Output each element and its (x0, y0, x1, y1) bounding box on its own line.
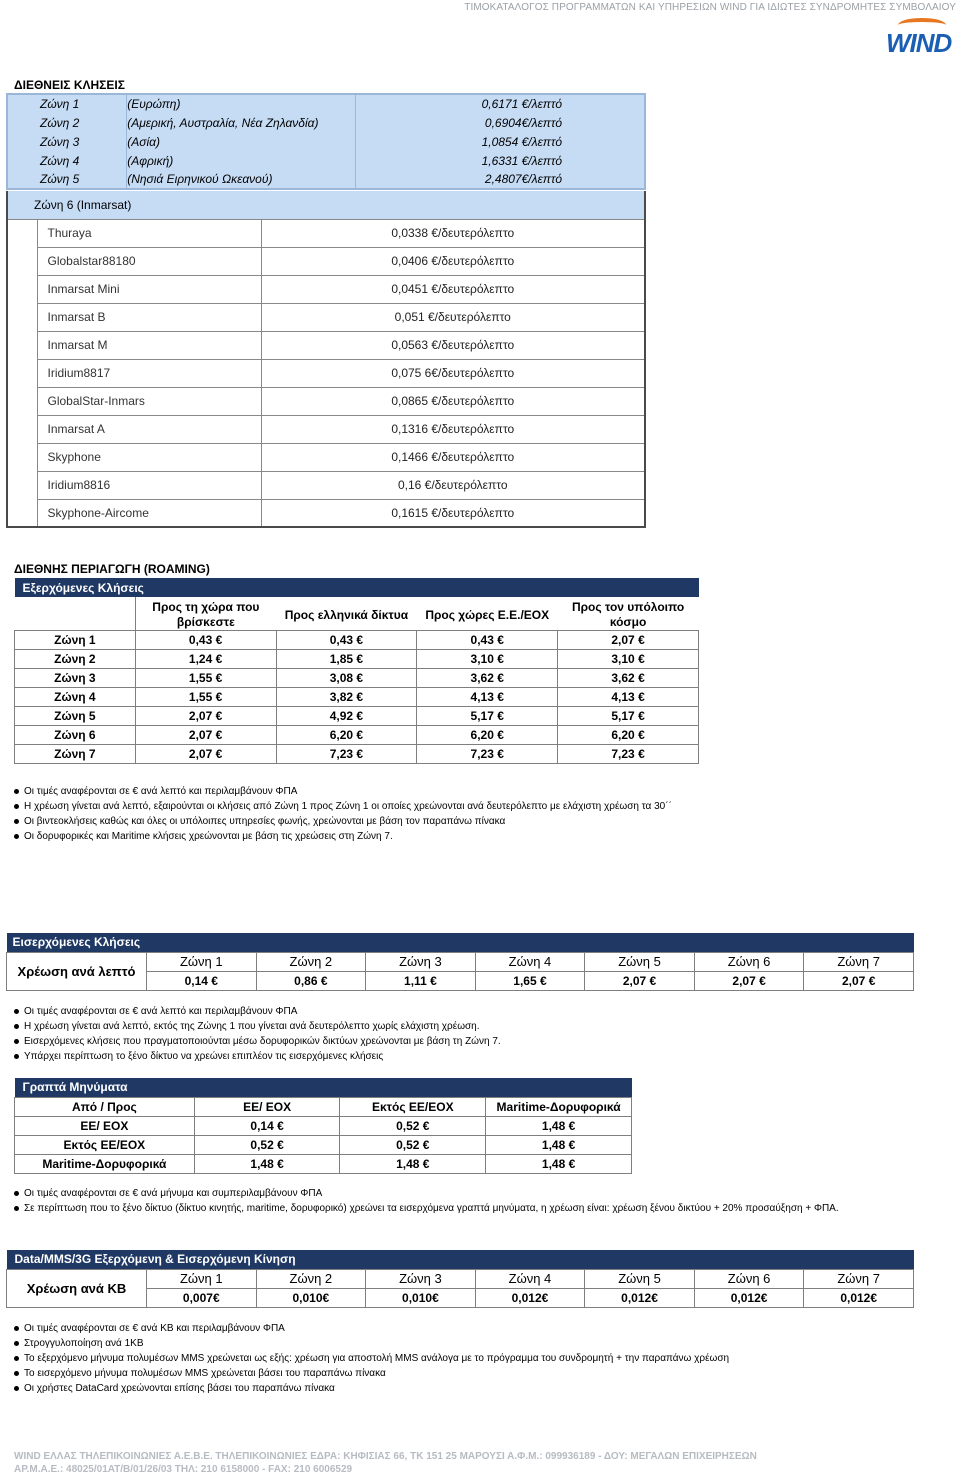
sms-row (15, 1116, 632, 1135)
note-item (14, 1321, 944, 1336)
bullet-icon (14, 1356, 19, 1361)
incoming-value: 2,07 € (804, 971, 914, 990)
zone6-name: Inmarsat B (37, 303, 261, 331)
incoming-value: 1,11 € (366, 971, 476, 990)
data-zone-header: Ζώνη 2 (256, 1269, 366, 1288)
roaming-row (15, 631, 699, 650)
roaming-zone: Ζώνη 6 (15, 726, 136, 745)
roaming-zone: Ζώνη 7 (15, 745, 136, 764)
data-label: Χρέωση ανά KB (7, 1269, 147, 1307)
zone6-row (7, 219, 645, 247)
incoming-zone-header: Ζώνη 5 (585, 952, 695, 971)
zone6-name: Iridium8817 (37, 359, 261, 387)
sms-from: Maritime-Δορυφορικά (15, 1154, 195, 1173)
roaming-row (15, 688, 699, 707)
roaming-bar: Εξερχόμενες Κλήσεις (15, 578, 699, 597)
data-value: 0,012€ (694, 1288, 804, 1307)
intl-zone-price: 0,6904€/λεπτό (356, 113, 645, 132)
bullet-icon (14, 1386, 19, 1391)
roaming-col-header: Προς τον υπόλοιπο κόσμο (571, 600, 685, 629)
document-header-title: ΤΙΜΟΚΑΤΑΛΟΓΟΣ ΠΡΟΓΡΑΜΜΑΤΩΝ ΚΑΙ ΥΠΗΡΕΣΙΩΝ WIND ΓΙΑ ΙΔΙΩΤΕΣ ΣΥΝΔΡΟΜΗΤΕΣ ΣΥΜΒΟΛΑΙΟΥ (464, 2, 956, 13)
zone6-row (7, 275, 645, 303)
roaming-title: ΔΙΕΘΝΗΣ ΠΕΡΙΑΓΩΓΗ (ROAMING) (14, 562, 210, 576)
zone6-row (7, 247, 645, 275)
roaming-row (15, 745, 699, 764)
intl-zone-row (7, 132, 645, 151)
footer (14, 1450, 757, 1476)
zone6-name: Globalstar88180 (37, 247, 261, 275)
data-bar: Data/MMS/3G Εξερχόμενη & Εισερχόμενη Κίνηση (7, 1250, 914, 1269)
zone6-name: Inmarsat Mini (37, 275, 261, 303)
bullet-icon (14, 1206, 19, 1211)
roaming-zone: Ζώνη 5 (15, 707, 136, 726)
incoming-value: 1,65 € (475, 971, 585, 990)
zone6-row (7, 471, 645, 499)
bullet-icon (14, 1341, 19, 1346)
roaming-value: 1,85 € (276, 650, 417, 669)
zone6-price: 0,0451 €/δευτερόλεπτο (261, 275, 645, 303)
data-value: 0,012€ (475, 1288, 585, 1307)
note-item (14, 1201, 949, 1216)
note-item (14, 1049, 944, 1064)
note-text: Σε περίπτωση που το ξένο δίκτυο (δίκτυο κινητής, maritime, δορυφορικό) χρεώνει τα εισερχόμενα γραπτά μηνύματα, η χρέωση είναι: χρέωση ξένου δικτύου + 20% προσαύξηση + ΦΠΑ. (24, 1203, 839, 1214)
roaming-value: 5,17 € (558, 707, 699, 726)
incoming-value: 0,86 € (256, 971, 366, 990)
roaming-value: 3,82 € (276, 688, 417, 707)
intl-zone-name: Ζώνη 4 (7, 151, 127, 170)
zone6-spacer (7, 331, 37, 359)
incoming-zone-header: Ζώνη 1 (147, 952, 257, 971)
wind-logo (884, 18, 954, 58)
data-table (6, 1250, 914, 1308)
sms-from: ΕΕ/ ΕΟΧ (15, 1116, 195, 1135)
roaming-value: 0,43 € (276, 631, 417, 650)
intl-zone-row (7, 151, 645, 170)
roaming-row (15, 650, 699, 669)
note-text: Η χρέωση γίνεται ανά λεπτό, εξαιρούνται οι κλήσεις από Ζώνη 1 προς Ζώνη 1 οι οποίες χρεώνονται ανά δευτερόλεπτο με ελάχιστη χρέωση τα 30΄΄ (24, 801, 672, 812)
note-item (14, 799, 944, 814)
zone6-row (7, 443, 645, 471)
roaming-value: 1,55 € (135, 688, 276, 707)
data-zone-header: Ζώνη 4 (475, 1269, 585, 1288)
roaming-value: 2,07 € (135, 707, 276, 726)
roaming-notes (14, 784, 944, 844)
sms-value: 1,48 € (194, 1154, 340, 1173)
zone6-price: 0,0563 €/δευτερόλεπτο (261, 331, 645, 359)
roaming-value: 5,17 € (417, 707, 558, 726)
note-text: Οι τιμές αναφέρονται σε € ανά KB και περιλαμβάνουν ΦΠΑ (24, 1323, 285, 1334)
roaming-value: 2,07 € (558, 631, 699, 650)
intl-zone-desc: (Ασία) (127, 132, 356, 151)
roaming-zone: Ζώνη 2 (15, 650, 136, 669)
zone6-price: 0,0865 €/δευτερόλεπτο (261, 387, 645, 415)
bullet-icon (14, 804, 19, 809)
incoming-label: Χρέωση ανά λεπτό (7, 952, 147, 990)
data-value: 0,010€ (256, 1288, 366, 1307)
zone6-table (6, 191, 646, 528)
note-text: Υπάρχει περίπτωση το ξένο δίκτυο να χρεώνει επιπλέον τις εισερχόμενες κλήσεις (24, 1051, 384, 1062)
note-text: Στρογγυλοποίηση ανά 1KB (24, 1338, 144, 1349)
bullet-icon (14, 834, 19, 839)
zone6-price: 0,16 €/δευτερόλεπτο (261, 471, 645, 499)
zone6-spacer (7, 471, 37, 499)
note-text: Οι δορυφορικές και Maritime κλήσεις χρεώνονται με βάση τις χρεώσεις στη Ζώνη 7. (24, 831, 393, 842)
zone6-row (7, 359, 645, 387)
note-text: Το εξερχόμενο μήνυμα πολυμέσων MMS χρεώνεται ως εξής: χρέωση για αποστολή MMS ανάλογα με το πρόγραμμα του συνδρομητή + την παραπάνω χρέωση (24, 1353, 730, 1364)
incoming-zone-header: Ζώνη 3 (366, 952, 476, 971)
sms-value: 1,48 € (340, 1154, 486, 1173)
note-item (14, 1351, 944, 1366)
zone6-row (7, 387, 645, 415)
roaming-value: 1,24 € (135, 650, 276, 669)
incoming-value: 2,07 € (585, 971, 695, 990)
footer-line-1: WIND ΕΛΛΑΣ ΤΗΛΕΠΙΚΟΙΝΩΝΙΕΣ Α.Ε.Β.Ε. ΤΗΛΕΠΙΚΟΙΝΩΝΙΕΣ ΕΔΡΑ: ΚΗΦΙΣΙΑΣ 66, ΤΚ 151 25 ΜΑΡΟΥΣΙ Α.Φ.Μ.: 099936189 - ΔΟΥ: ΜΕΓΑΛΩΝ ΕΠΙΧΕΙΡΗΣΕΩΝ (14, 1451, 757, 1462)
footer-line-2: ΑΡ.Μ.Α.Ε.: 48025/01ΑΤ/Β/01/26/03 ΤΗΛ: 210 6158000 - FAX: 210 6006529 (14, 1464, 353, 1475)
data-zone-header: Ζώνη 5 (585, 1269, 695, 1288)
sms-col-header: Maritime-Δορυφορικά (486, 1097, 632, 1116)
roaming-value: 1,55 € (135, 669, 276, 688)
bullet-icon (14, 1371, 19, 1376)
note-text: Οι τιμές αναφέρονται σε € ανά λεπτό και περιλαμβάνουν ΦΠΑ (24, 786, 298, 797)
zone6-name: Skyphone (37, 443, 261, 471)
roaming-value: 2,07 € (135, 745, 276, 764)
roaming-value: 4,13 € (417, 688, 558, 707)
zone6-spacer (7, 387, 37, 415)
intl-zone-price: 1,0854 €/λεπτό (356, 132, 645, 151)
note-item (14, 1004, 944, 1019)
sms-from: Εκτός ΕΕ/ΕΟΧ (15, 1135, 195, 1154)
intl-zone-row (7, 113, 645, 132)
roaming-zone: Ζώνη 1 (15, 631, 136, 650)
zone6-price: 0,075 6€/δευτερόλεπτο (261, 359, 645, 387)
zone6-spacer (7, 219, 37, 247)
note-text: Οι χρήστες DataCard χρεώνονται επίσης βάσει του παραπάνω πίνακα (24, 1383, 335, 1394)
roaming-value: 3,08 € (276, 669, 417, 688)
data-zone-header: Ζώνη 3 (366, 1269, 476, 1288)
roaming-row (15, 726, 699, 745)
incoming-value: 0,14 € (147, 971, 257, 990)
data-notes (14, 1321, 944, 1396)
zone6-spacer (7, 247, 37, 275)
intl-zone-price: 1,6331 €/λεπτό (356, 151, 645, 170)
roaming-value: 6,20 € (417, 726, 558, 745)
note-text: Οι τιμές αναφέρονται σε € ανά μήνυμα και συμπεριλαμβάνουν ΦΠΑ (24, 1188, 323, 1199)
roaming-value: 0,43 € (417, 631, 558, 650)
sms-col-header: ΕΕ/ ΕΟΧ (194, 1097, 340, 1116)
zone6-price: 0,051 €/δευτερόλεπτο (261, 303, 645, 331)
roaming-value: 3,62 € (417, 669, 558, 688)
incoming-zone-header: Ζώνη 2 (256, 952, 366, 971)
intl-zone-name: Ζώνη 1 (7, 94, 127, 113)
intl-zone-row (7, 94, 645, 113)
sms-col-header: Από / Προς (15, 1097, 195, 1116)
intl-zones-table (6, 93, 646, 190)
sms-row (15, 1135, 632, 1154)
sms-table (14, 1078, 632, 1174)
sms-value: 0,52 € (340, 1116, 486, 1135)
zone6-title: Ζώνη 6 (Inmarsat) (7, 191, 645, 219)
bullet-icon (14, 1191, 19, 1196)
roaming-value: 7,23 € (276, 745, 417, 764)
intl-zone-price: 2,4807€/λεπτό (356, 170, 645, 189)
sms-bar: Γραπτά Μηνύματα (15, 1078, 632, 1097)
roaming-zone: Ζώνη 3 (15, 669, 136, 688)
bullet-icon (14, 1054, 19, 1059)
roaming-value: 4,92 € (276, 707, 417, 726)
zone6-price: 0,1615 €/δευτερόλεπτο (261, 499, 645, 527)
intl-zone-name: Ζώνη 3 (7, 132, 127, 151)
zone6-row (7, 303, 645, 331)
sms-value: 0,52 € (340, 1135, 486, 1154)
bullet-icon (14, 1009, 19, 1014)
zone6-name: Iridium8816 (37, 471, 261, 499)
incoming-zone-header: Ζώνη 4 (475, 952, 585, 971)
bullet-icon (14, 1039, 19, 1044)
sms-value: 1,48 € (486, 1135, 632, 1154)
incoming-table (6, 933, 914, 991)
sms-value: 1,48 € (486, 1154, 632, 1173)
incoming-zone-header: Ζώνη 6 (694, 952, 804, 971)
note-item (14, 814, 944, 829)
note-item (14, 1336, 944, 1351)
bullet-icon (14, 1326, 19, 1331)
note-text: Η χρέωση γίνεται ανά λεπτό, εκτός της Ζώνης 1 που γίνεται ανά δευτερόλεπτο χωρίς ελάχιστη χρέωση. (24, 1021, 480, 1032)
intl-zone-desc: (Ευρώπη) (127, 94, 356, 113)
note-item (14, 784, 944, 799)
bullet-icon (14, 1024, 19, 1029)
roaming-table (14, 578, 699, 764)
zone6-name: Thuraya (37, 219, 261, 247)
zone6-spacer (7, 303, 37, 331)
intl-calls-title: ΔΙΕΘΝΕΙΣ ΚΛΗΣΕΙΣ (14, 78, 125, 92)
zone6-name: Skyphone-Aircome (37, 499, 261, 527)
note-item (14, 1019, 944, 1034)
note-item (14, 829, 944, 844)
note-item (14, 1034, 944, 1049)
roaming-value: 3,10 € (558, 650, 699, 669)
sms-row (15, 1154, 632, 1173)
sms-value: 0,14 € (194, 1116, 340, 1135)
incoming-notes (14, 1004, 944, 1064)
incoming-bar: Εισερχόμενες Κλήσεις (7, 933, 914, 952)
roaming-row (15, 669, 699, 688)
intl-zone-desc: (Αφρική) (127, 151, 356, 170)
zone6-spacer (7, 359, 37, 387)
roaming-col-header: Προς χώρες Ε.Ε./ΕΟΧ (425, 607, 550, 622)
roaming-value: 4,13 € (558, 688, 699, 707)
data-value: 0,012€ (585, 1288, 695, 1307)
note-text: Εισερχόμενες κλήσεις που πραγματοποιούνται μέσω δορυφορικών δικτύων χρεώνονται με βάση τη Ζώνη 7. (24, 1036, 501, 1047)
note-item (14, 1186, 949, 1201)
zone6-price: 0,0406 €/δευτερόλεπτο (261, 247, 645, 275)
zone6-name: Inmarsat M (37, 331, 261, 359)
note-text: Το εισερχόμενο μήνυμα πολυμέσων MMS χρεώνεται βάσει του παραπάνω πίνακα (24, 1368, 386, 1379)
sms-value: 0,52 € (194, 1135, 340, 1154)
intl-zone-desc: (Νησιά Ειρηνικού Ωκεανού) (127, 170, 356, 189)
zone6-row (7, 499, 645, 527)
incoming-zone-header: Ζώνη 7 (804, 952, 914, 971)
data-zone-header: Ζώνη 1 (147, 1269, 257, 1288)
note-item (14, 1381, 944, 1396)
intl-zone-desc: (Αμερική, Αυστραλία, Νέα Ζηλανδία) (127, 113, 356, 132)
bullet-icon (14, 789, 19, 794)
zone6-name: Inmarsat A (37, 415, 261, 443)
data-value: 0,007€ (147, 1288, 257, 1307)
roaming-value: 6,20 € (558, 726, 699, 745)
roaming-value: 7,23 € (417, 745, 558, 764)
intl-zone-name: Ζώνη 5 (7, 170, 127, 189)
data-value: 0,010€ (366, 1288, 476, 1307)
zone6-name: GlobalStar-Inmars (37, 387, 261, 415)
zone6-price: 0,1316 €/δευτερόλεπτο (261, 415, 645, 443)
roaming-value: 0,43 € (135, 631, 276, 650)
roaming-col-header: Προς ελληνικά δίκτυα (284, 607, 409, 622)
zone6-spacer (7, 415, 37, 443)
roaming-value: 7,23 € (558, 745, 699, 764)
roaming-col-header: Προς τη χώρα που βρίσκεστε (152, 600, 260, 629)
roaming-zone: Ζώνη 4 (15, 688, 136, 707)
zone6-row (7, 331, 645, 359)
intl-zone-name: Ζώνη 2 (7, 113, 127, 132)
sms-notes (14, 1186, 949, 1216)
roaming-value: 6,20 € (276, 726, 417, 745)
zone6-spacer (7, 443, 37, 471)
bullet-icon (14, 819, 19, 824)
roaming-value: 3,62 € (558, 669, 699, 688)
data-zone-header: Ζώνη 6 (694, 1269, 804, 1288)
sms-value: 1,48 € (486, 1116, 632, 1135)
logo-text: WIND (886, 28, 952, 58)
roaming-value: 2,07 € (135, 726, 276, 745)
zone6-price: 0,1466 €/δευτερόλεπτο (261, 443, 645, 471)
roaming-corner (15, 597, 136, 631)
intl-zone-price: 0,6171 €/λεπτό (356, 94, 645, 113)
zone6-spacer (7, 275, 37, 303)
incoming-value: 2,07 € (694, 971, 804, 990)
note-item (14, 1366, 944, 1381)
zone6-row (7, 415, 645, 443)
intl-zone-row (7, 170, 645, 189)
sms-col-header: Εκτός ΕΕ/ΕΟΧ (340, 1097, 486, 1116)
note-text: Οι τιμές αναφέρονται σε € ανά λεπτό και περιλαμβάνουν ΦΠΑ (24, 1006, 298, 1017)
roaming-row (15, 707, 699, 726)
data-zone-header: Ζώνη 7 (804, 1269, 914, 1288)
zone6-price: 0,0338 €/δευτερόλεπτο (261, 219, 645, 247)
roaming-value: 3,10 € (417, 650, 558, 669)
zone6-spacer (7, 499, 37, 527)
data-value: 0,012€ (804, 1288, 914, 1307)
note-text: Οι βιντεοκλήσεις καθώς και όλες οι υπόλοιπες υπηρεσίες φωνής, χρεώνονται με βάση τον παραπάνω πίνακα (24, 816, 506, 827)
